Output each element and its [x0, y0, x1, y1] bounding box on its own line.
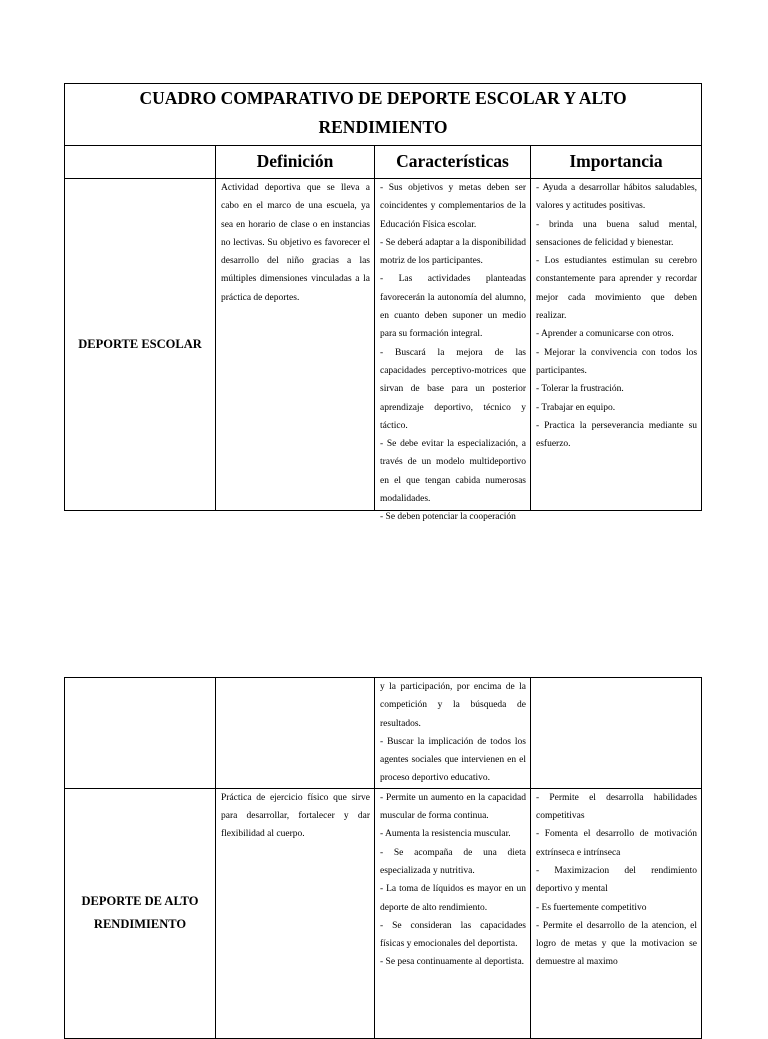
definition-text: Práctica de ejercicio físico que sirve para desarrollar, fortalecer y dar flexibilidad al cuerpo. [221, 792, 370, 840]
list-item: - Trabajar en equipo. [536, 402, 616, 413]
list-item: - Buscar la implicación de todos los agentes sociales que intervienen en el proceso deportivo educativo. [380, 736, 526, 784]
list-item: - Fomenta el desarrollo de motivación extrínseca e intrínseca [536, 829, 697, 858]
importance-cell [531, 788, 702, 1038]
list-item: - Practica la perseverancia mediante su esfuerzo. [536, 420, 698, 450]
list-item: - Ayuda a desarrollar hábitos saludables, valores y actitudes positivas. [536, 183, 698, 212]
empty-cell [531, 678, 702, 789]
list-item: - Sus objetivos y metas deben ser coincidentes y complementarios de la Educación Física escolar. [380, 183, 526, 230]
characteristics-continued-cell [375, 678, 531, 789]
comparison-table-page-2 [64, 677, 702, 1039]
list-item: - Buscará la mejora de las capacidades perceptivo-motrices que sirvan de base para un posterior aprendizaje deportivo, técnico y táctico. [380, 347, 526, 431]
list-item: - Se deben potenciar la cooperación [380, 512, 516, 523]
list-item: - La toma de líquidos es mayor en un deporte de alto rendimiento. [380, 884, 526, 913]
importance-cell [531, 179, 702, 511]
list-item: - Se pesa continuamente al deportista. [380, 957, 525, 968]
list-item: - brinda una buena salud mental, sensaciones de felicidad y bienestar. [536, 219, 698, 248]
header-caracteristicas: Características [375, 146, 531, 179]
header-empty [65, 146, 216, 179]
empty-cell [216, 678, 375, 789]
list-item: - Aumenta la resistencia muscular. [380, 829, 511, 840]
comparison-table-page-1 [64, 83, 702, 523]
definition-cell [216, 788, 375, 1038]
list-item: - Permite el desarrolla habilidades competitivas [536, 792, 697, 822]
list-item: - Se debe evitar la especialización, a través de un modelo multideportivo en el que tengan cabida numerosas modalidades. [380, 439, 526, 505]
list-item: y la participación, por encima de la competición y la búsqueda de resultados. [380, 682, 526, 729]
list-item: - Es fuertemente competitivo [536, 902, 647, 913]
list-item: - Los estudiantes estimulan su cerebro constantemente para aprender y recordar mejor cada movimiento que deben realizar. [536, 256, 698, 322]
list-item: - Se acompaña de una dieta especializada y nutritiva. [380, 847, 526, 876]
definition-cell [216, 179, 375, 511]
list-item: - Permite un aumento en la capacidad muscular de forma continua. [380, 792, 526, 822]
empty-cell [65, 678, 216, 789]
list-item: - Maximizacion del rendimiento deportivo y mental [536, 865, 697, 895]
list-item: - Aprender a comunicarse con otros. [536, 329, 674, 340]
characteristics-cell [375, 788, 531, 1038]
list-item: - Mejorar la convivencia con todos los participantes. [536, 347, 698, 376]
definition-text: Actividad deportiva que se lleva a cabo en el marco de una escuela, ya sea en horario de clase o en instancias no lectivas. Su objetivo es favorecer el desarrollo del niño gracias a las múltiples dimensiones vinculadas a la práctica de deportes. [221, 183, 370, 303]
list-item: - Permite el desarrollo de la atencion, el logro de metas y que la motivacion se demuestre al maximo [536, 920, 697, 968]
characteristics-cell [375, 179, 531, 523]
header-importancia: Importancia [531, 146, 702, 179]
table-title: CUADRO COMPARATIVO DE DEPORTE ESCOLAR Y ALTO RENDIMIENTO [65, 84, 702, 146]
row-label-deporte-alto-rendimiento: DEPORTE DE ALTO RENDIMIENTO [65, 788, 216, 1038]
header-definicion: Definición [216, 146, 375, 179]
list-item: - Se deberá adaptar a la disponibilidad motriz de los participantes. [380, 237, 526, 267]
row-label-deporte-escolar: DEPORTE ESCOLAR [65, 179, 216, 511]
list-item: - Se consideran las capacidades físicas y emocionales del deportista. [380, 920, 526, 950]
list-item: - Tolerar la frustración. [536, 384, 624, 395]
list-item: - Las actividades planteadas favorecerán la autonomía del alumno, en cuanto deben suponer un medio para su formación integral. [380, 274, 526, 340]
